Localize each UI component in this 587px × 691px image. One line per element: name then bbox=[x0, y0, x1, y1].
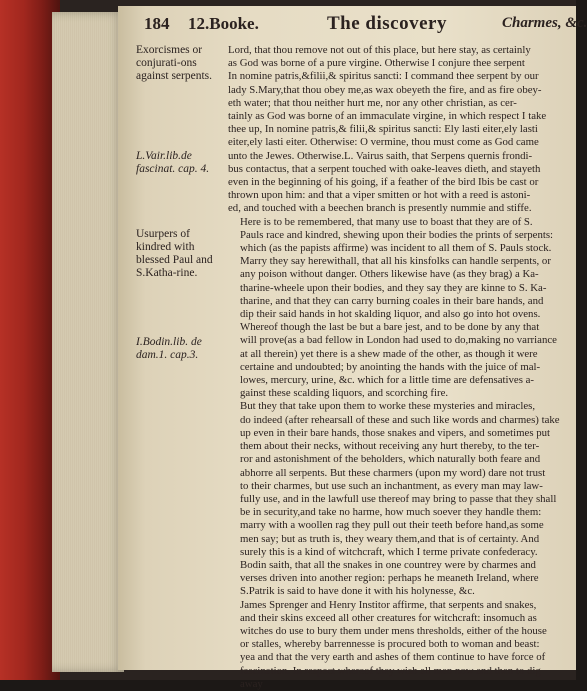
text-line: Pauls race and kindred, shewing upon their bodies the prints of serpents: bbox=[240, 228, 554, 241]
text-line: thee up, In nomine patris,& filii,& spiritus sancti: Ely lasti eiter,ely lasti bbox=[228, 123, 538, 136]
text-line: eiter,ely lasti eiter. Otherwise: O vermine, thou must come as God came bbox=[228, 136, 539, 149]
paragraph bbox=[228, 599, 574, 691]
text-line: any poison without danger. Others likewise have (as they brag) a Ka- bbox=[240, 268, 539, 281]
text-line: tharine-wheele upon their bodies, and they say they are kinne to S. Ka- bbox=[240, 281, 547, 294]
text-line: dip their said hands in hot skalding liquor, and also go into hot ovens. bbox=[240, 308, 541, 321]
text-line: Here is to be remembered, that many use to boast that they are of S. bbox=[240, 215, 533, 228]
text-line: eth water; that thou neither hurt me, nor any other christian, as cer- bbox=[228, 96, 517, 109]
page-edges bbox=[52, 12, 124, 672]
text-line: and their skins exceed all other creatures for witchcraft: insomuch as bbox=[240, 611, 537, 624]
text-line: ed, and touched with a beechen branch is presently nummie and stiffe. bbox=[228, 202, 532, 215]
text-line: do indeed (after rehearsall of these and such like words and charmes) take bbox=[240, 413, 560, 426]
text-line: lowes, mercury, urine, &c. which for a little time are defensatives a- bbox=[240, 374, 534, 387]
text-line: or stalles, whereby barrennesse is procured both to woman and beast: bbox=[240, 638, 540, 651]
text-line: witches do use to bury them under mens thresholds, either of the house bbox=[240, 624, 547, 637]
text-line: lady S.Mary,that thou obey me,as wax obeyeth the fire, and as fire obey- bbox=[228, 83, 542, 96]
text-line: certaine and undoubted; by anointing the hands with the juice of mal- bbox=[240, 360, 541, 373]
margin-note: L.Vair.lib.de fascinat. cap. 4. bbox=[136, 150, 210, 175]
text-line: men say; but as truth is, they weary them,and that is of certainty. And bbox=[240, 532, 540, 545]
paragraph bbox=[228, 400, 574, 598]
body-text bbox=[228, 44, 574, 691]
text-line: James Sprenger and Henry Institor affirme, that serpents and snakes, bbox=[240, 598, 537, 611]
page-number: 184 bbox=[144, 14, 170, 33]
paragraph bbox=[228, 44, 574, 216]
book-page bbox=[118, 6, 587, 690]
text-line: Lord, that thou remove not out of this place, but here stay, as certainly bbox=[228, 44, 531, 56]
text-line: gainst these scalding liquors, and scorching fire. bbox=[240, 387, 449, 400]
text-line: will prove(as a bad fellow in London had used to do,making no varriance bbox=[240, 334, 557, 347]
text-line: abhorre all serpents. But these charmers (upon my word) dare not trust bbox=[240, 466, 546, 479]
text-line: bus contactus, that a serpent touched with oake-leaves dieth, and stayeth bbox=[228, 162, 541, 175]
margin-note: Exorcismes or conjurati-ons against serpents. bbox=[136, 44, 213, 82]
page-header bbox=[144, 10, 587, 38]
text-line: tharine, and that they can carry burning coales in their bare hands, and bbox=[240, 294, 544, 307]
book-spine bbox=[0, 0, 60, 680]
text-line: ror and astonishment of the beholders, which naturally both feare and bbox=[240, 453, 541, 466]
text-line: In nomine patris,&filii,& spiritus sancti: I command thee serpent by our bbox=[228, 70, 539, 83]
text-line: to their charmes, but use such an inchantment, as every man may law- bbox=[240, 479, 543, 492]
text-line: away bbox=[240, 677, 263, 690]
text-line: unto the Jewes. Otherwise.L. Vairus saith, that Serpens quernis frondi- bbox=[228, 149, 533, 162]
text-line: Marry they say herewithall, that all his kinsfolks can handle serpents, or bbox=[240, 255, 551, 268]
margin-note: Usurpers of kindred with blessed Paul and S.Katha-rine. bbox=[136, 228, 213, 279]
text-line: tainly as God was borne of an immaculate virgine, in which respect I take bbox=[228, 110, 547, 123]
text-line: be in security,and take no harme, how much soever they handle them: bbox=[240, 506, 542, 519]
text-line: But they that take upon them to worke these mysteries and miracles, bbox=[240, 400, 536, 413]
text-line: Whereof though the last be but a bare jest, and to be done by any that bbox=[240, 321, 540, 334]
paragraph bbox=[228, 216, 574, 401]
text-line: fully use, and in the lawfull use thereof may bring to passe that they shall bbox=[240, 492, 557, 505]
text-line: S.Patrik is said to have done it with his holynesse, &c. bbox=[240, 585, 475, 598]
text-line: Bodin saith, that all the snakes in one countrey were by charmes and bbox=[240, 558, 536, 571]
text-line: yea and that the very earth and ashes of them continue to have force of bbox=[240, 651, 546, 664]
margin-note: I.Bodin.lib. de dam.1. cap.3. bbox=[136, 336, 202, 361]
page-title: The discovery bbox=[327, 13, 447, 34]
text-line: them about their necks, without receiving any hurt thereby, to the ter- bbox=[240, 440, 540, 453]
running-head: Charmes, &c. bbox=[502, 15, 587, 31]
text-line: as God was borne of a pure virgine. Otherwise I conjure thee serpent bbox=[228, 57, 525, 70]
text-line: fascination. In respect whereof they wish all men now and then to dig bbox=[240, 664, 541, 677]
text-line: which (as the papists affirme) was incident to all them of S. Pauls stock. bbox=[240, 242, 552, 255]
text-line: up even in their bare hands, those snakes and vipers, and sometimes put bbox=[240, 426, 551, 439]
text-line: at all therein) yet there is a shew made of the other, as though it were bbox=[240, 347, 538, 360]
book-number: 12.Booke. bbox=[188, 14, 259, 33]
text-line: surely this is a kind of witchcraft, which I terme private confederacy. bbox=[240, 545, 538, 558]
text-line: thrown upon him: and that a viper smitten or hot with a reed is astoni- bbox=[228, 189, 531, 202]
text-line: marry with a woollen rag they pull out their teeth before hand,as some bbox=[240, 519, 544, 532]
text-line: verses driven into another region: perhaps he meaneth Ireland, where bbox=[240, 572, 539, 585]
text-line: even in the beginning of his going, if a feather of the bird Ibis be cast or bbox=[228, 176, 539, 189]
